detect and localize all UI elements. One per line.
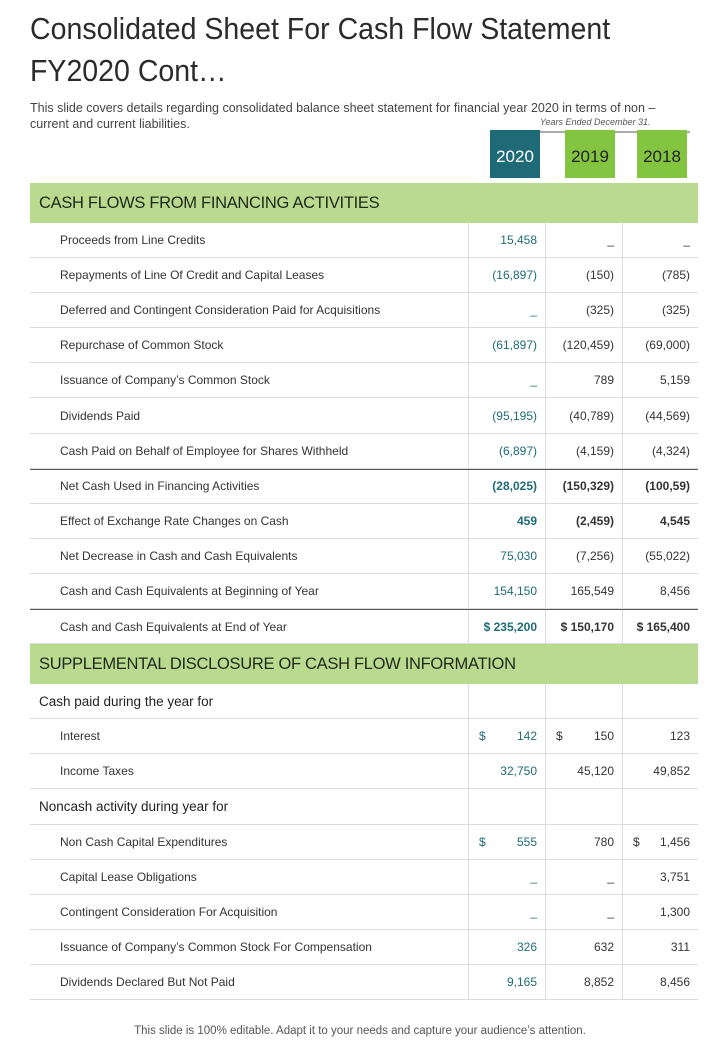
cell-2018 [622, 825, 698, 859]
cell-2020: 9,165 [468, 965, 545, 999]
row-label: Effect of Exchange Rate Changes on Cash [60, 513, 289, 528]
table-row [30, 574, 698, 609]
cell-2019: (120,459) [545, 328, 622, 362]
cell-2018: (100,59) [622, 470, 698, 503]
page-description: This slide covers details regarding consolidated balance sheet statement for financial year 2020 in terms of non – current and current liabilities. [30, 101, 656, 131]
cell-2018: (4,324) [622, 434, 698, 468]
table-row [30, 328, 698, 363]
cell-2019: (2,459) [545, 504, 622, 538]
cell-2018: 8,456 [622, 965, 698, 999]
currency-symbol: $ [633, 834, 640, 849]
cell-2018: 8,456 [622, 574, 698, 608]
cell-2020: 75,030 [468, 539, 545, 573]
cell-2018 [622, 684, 698, 718]
row-label: Cash and Cash Equivalents at Beginning of Year [60, 583, 319, 598]
cell-2018 [622, 789, 698, 823]
cell-2019: 45,120 [545, 754, 622, 788]
cell-2018: 311 [622, 930, 698, 964]
cell-2019: (7,256) [545, 539, 622, 573]
row-label: Dividends Declared But Not Paid [60, 974, 235, 989]
section-heading-financing: CASH FLOWS FROM FINANCING ACTIVITIES [30, 183, 698, 223]
cell-2020 [468, 719, 545, 753]
cell-2020 [468, 789, 545, 823]
cell-2020: (95,195) [468, 398, 545, 432]
row-label: Repayments of Line Of Credit and Capital Leases [60, 268, 325, 283]
row-label: Deferred and Contingent Consideration Paid for Acquisitions [60, 303, 381, 318]
table-row [30, 434, 698, 469]
cell-2019: 165,549 [545, 574, 622, 608]
table-row [30, 860, 698, 895]
cell-2020: 154,150 [468, 574, 545, 608]
cell-2019: (40,789) [545, 398, 622, 432]
row-label: Contingent Consideration For Acquisition [60, 904, 278, 919]
table-row-group [30, 789, 698, 824]
cell-2020: _ [468, 293, 545, 327]
cell-2018: (55,022) [622, 539, 698, 573]
cell-2020: _ [468, 363, 545, 397]
cell-2019 [545, 684, 622, 718]
row-label: Capital Lease Obligations [60, 869, 197, 884]
cell-2019: (150,329) [545, 470, 622, 503]
section-heading-supplemental: SUPPLEMENTAL DISCLOSURE OF CASH FLOW INFORMATION [30, 644, 698, 684]
cell-2019: _ [545, 895, 622, 929]
cell-2018: 1,300 [622, 895, 698, 929]
row-label: Non Cash Capital Expenditures [60, 834, 228, 849]
table-row [30, 223, 698, 258]
year-tab-2019: 2019 [565, 130, 615, 178]
cell-2019: 8,852 [545, 965, 622, 999]
table-row [30, 825, 698, 860]
table-row [30, 504, 698, 539]
table-row [30, 895, 698, 930]
cell-2019 [545, 719, 622, 753]
cell-2018: (69,000) [622, 328, 698, 362]
table-row [30, 398, 698, 433]
group-label: Noncash activity during year for [39, 798, 229, 814]
row-label: Issuance of Company’s Common Stock For Compensation [60, 939, 372, 954]
cell-2018: 5,159 [622, 363, 698, 397]
cell-2018: (325) [622, 293, 698, 327]
row-label: Cash Paid on Behalf of Employee for Shares Withheld [60, 443, 349, 458]
cash-flow-table [30, 183, 698, 1000]
cell-2020 [468, 825, 545, 859]
cell-2019: (325) [545, 293, 622, 327]
cell-2019: 632 [545, 930, 622, 964]
row-label: Net Cash Used in Financing Activities [60, 479, 260, 494]
table-row-total [30, 609, 698, 644]
cell-2019: 780 [545, 825, 622, 859]
cell-2020: 326 [468, 930, 545, 964]
cell-2018: (785) [622, 258, 698, 292]
cell-2020: (28,025) [468, 470, 545, 503]
cell-value: 142 [516, 729, 537, 744]
cell-2019: 789 [545, 363, 622, 397]
cell-2018: 123 [622, 719, 698, 753]
cell-2018: 49,852 [622, 754, 698, 788]
table-row [30, 258, 698, 293]
row-label: Interest [60, 729, 101, 744]
cell-2019: _ [545, 223, 622, 257]
cell-2020: (16,897) [468, 258, 545, 292]
table-row [30, 719, 698, 754]
row-label: Income Taxes [60, 764, 134, 779]
cell-2019: _ [545, 860, 622, 894]
row-label: Issuance of Company’s Common Stock [60, 373, 270, 388]
cell-2019 [545, 789, 622, 823]
cell-2020: (6,897) [468, 434, 545, 468]
cell-2020: _ [468, 895, 545, 929]
table-row [30, 293, 698, 328]
cell-2020: _ [468, 860, 545, 894]
cell-2018: $ 165,400 [622, 610, 698, 643]
table-row-total [30, 469, 698, 504]
table-row [30, 930, 698, 965]
row-label: Repurchase of Common Stock [60, 338, 224, 353]
group-label: Cash paid during the year for [39, 693, 214, 709]
cell-2020 [468, 684, 545, 718]
table-row [30, 965, 698, 1000]
cell-2020: 459 [468, 504, 545, 538]
cell-2020: 15,458 [468, 223, 545, 257]
cell-value: 555 [516, 834, 537, 849]
currency-symbol: $ [479, 834, 486, 849]
cell-2020: 32,750 [468, 754, 545, 788]
cell-2019: (150) [545, 258, 622, 292]
table-row [30, 539, 698, 574]
cell-2020: (61,897) [468, 328, 545, 362]
row-label: Proceeds from Line Credits [60, 233, 206, 248]
cell-2018: (44,569) [622, 398, 698, 432]
table-row [30, 363, 698, 398]
page-title: Consolidated Sheet For Cash Flow Statement FY2020 Cont… [30, 11, 611, 88]
row-label: Cash and Cash Equivalents at End of Year [60, 619, 287, 634]
year-tab-2018: 2018 [637, 130, 687, 178]
cell-value: 1,456 [659, 834, 690, 849]
cell-2019: (4,159) [545, 434, 622, 468]
cell-2019: $ 150,170 [545, 610, 622, 643]
table-row-group [30, 684, 698, 719]
cell-2018: 4,545 [622, 504, 698, 538]
footer-note: This slide is 100% editable. Adapt it to your needs and capture your audience’s attention. [134, 1025, 586, 1037]
year-tab-2020: 2020 [490, 130, 540, 178]
cell-2020: $ 235,200 [468, 610, 545, 643]
cell-2018: 3,751 [622, 860, 698, 894]
row-label: Dividends Paid [60, 408, 141, 423]
cell-value: 150 [593, 729, 614, 744]
table-row [30, 754, 698, 789]
years-note: Years Ended December 31. [540, 117, 651, 127]
currency-symbol: $ [556, 729, 563, 744]
currency-symbol: $ [479, 729, 486, 744]
cell-2018: _ [622, 223, 698, 257]
row-label: Net Decrease in Cash and Cash Equivalents [60, 548, 298, 563]
